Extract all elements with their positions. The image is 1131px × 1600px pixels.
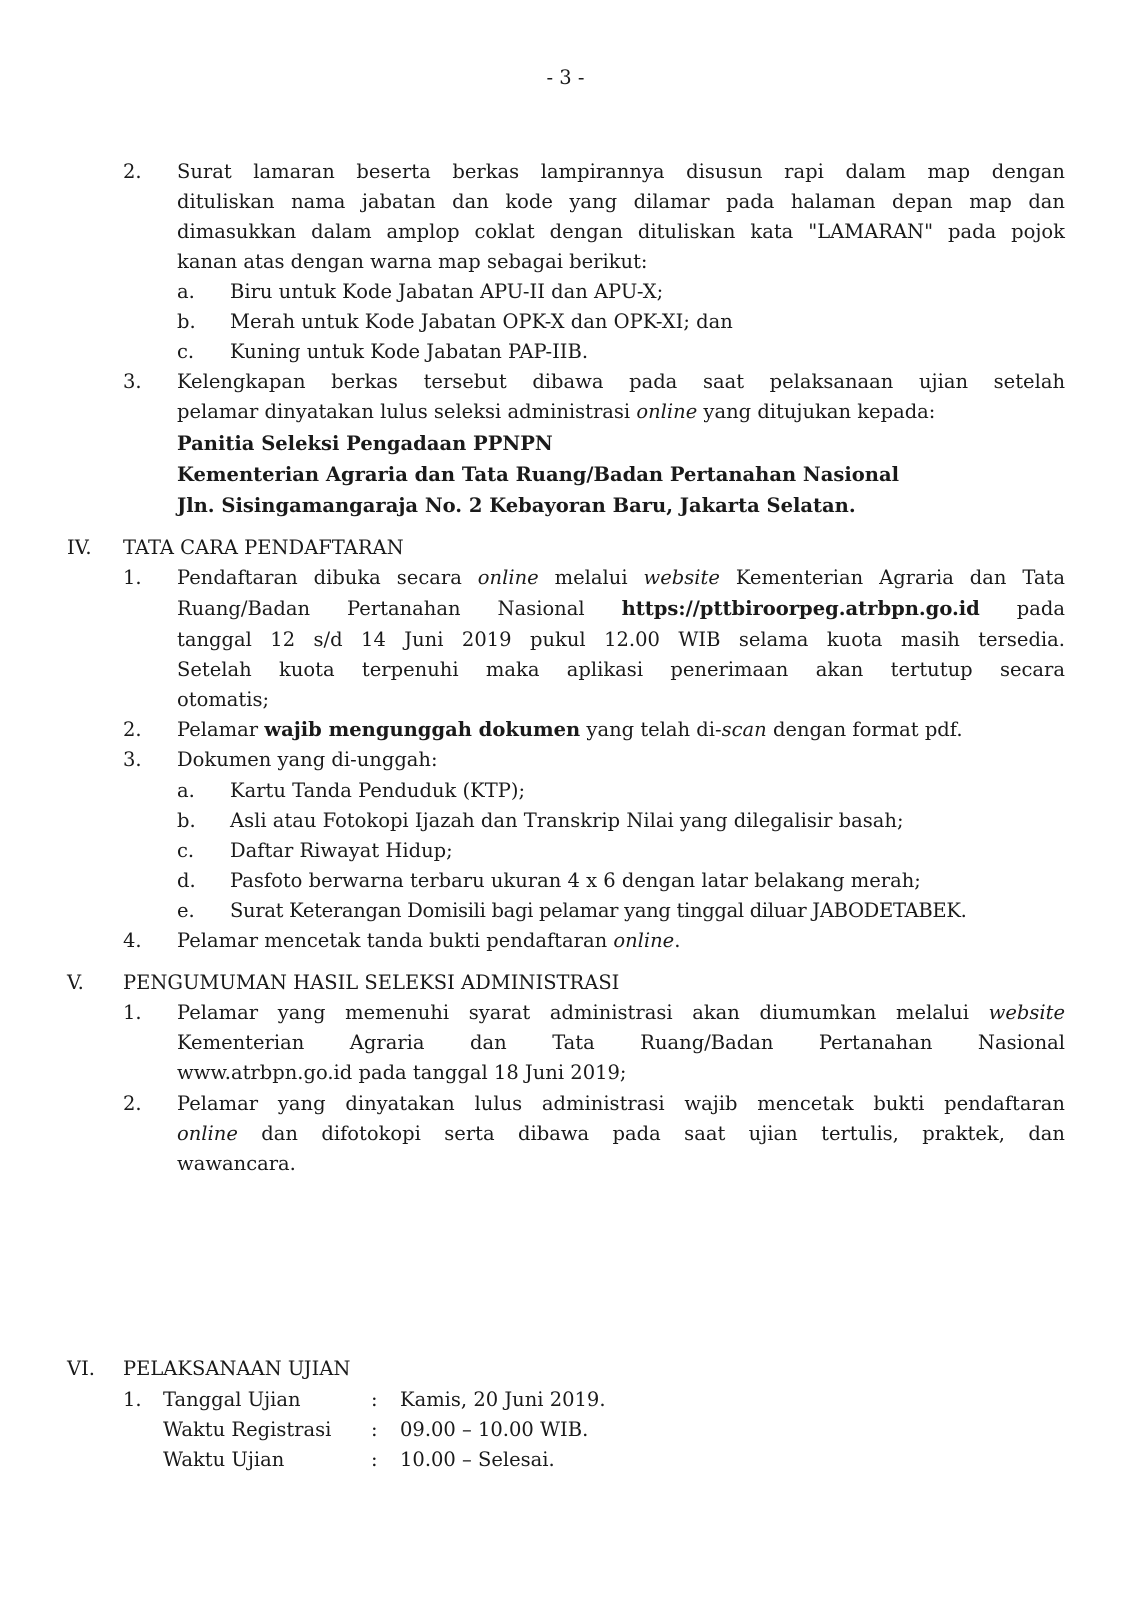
paragraph-line: wawancara. (177, 1152, 296, 1175)
schedule-label: Tanggal Ujian (163, 1388, 301, 1411)
paragraph-line: dituliskan nama jabatan dan kode yang dilamar pada halaman depan map dan (177, 190, 1065, 213)
paragraph-line: online dan difotokopi serta dibawa pada saat ujian tertulis, praktek, dan (177, 1122, 1065, 1145)
paragraph-line: kanan atas dengan warna map sebagai berikut: (177, 250, 648, 273)
sub-item-text: Daftar Riwayat Hidup; (230, 839, 453, 862)
sub-item-text: Kartu Tanda Penduduk (KTP); (230, 779, 526, 802)
list-number: 2. (123, 718, 142, 741)
sub-letter: e. (177, 899, 195, 922)
list-number: 4. (123, 929, 142, 952)
schedule-label: Waktu Registrasi (163, 1418, 332, 1441)
paragraph-line: Ruang/Badan Pertanahan Nasional https://pttbiroorpeg.atrbpn.go.id pada (177, 597, 1065, 620)
sub-letter: d. (177, 869, 196, 892)
schedule-colon: : (371, 1418, 378, 1441)
list-number: 3. (123, 370, 142, 393)
registration-url: https://pttbiroorpeg.atrbpn.go.id (621, 597, 980, 620)
paragraph-line: Pelamar yang dinyatakan lulus administrasi wajib mencetak bukti pendaftaran (177, 1092, 1065, 1115)
list-number: 1. (123, 566, 142, 589)
sub-item-text: Kuning untuk Kode Jabatan PAP-IIB. (230, 340, 589, 363)
sub-letter: b. (177, 310, 196, 333)
paragraph-line: tanggal 12 s/d 14 Juni 2019 pukul 12.00 WIB selama kuota masih tersedia. (177, 628, 1065, 651)
section-numeral: V. (67, 971, 84, 994)
sub-item-text: Pasfoto berwarna terbaru ukuran 4 x 6 dengan latar belakang merah; (230, 869, 921, 892)
section-title: PENGUMUMAN HASIL SELEKSI ADMINISTRASI (123, 971, 620, 994)
paragraph-line: Kementerian Agraria dan Tata Ruang/Badan Pertanahan Nasional (177, 1031, 1065, 1054)
paragraph-line: Pelamar wajib mengunggah dokumen yang telah di-scan dengan format pdf. (177, 718, 963, 741)
section-title: TATA CARA PENDAFTARAN (123, 536, 404, 559)
schedule-value: 10.00 – Selesai. (400, 1448, 555, 1471)
paragraph-line: Setelah kuota terpenuhi maka aplikasi penerimaan akan tertutup secara (177, 658, 1065, 681)
paragraph-line: Surat lamaran beserta berkas lampirannya disusun rapi dalam map dengan (177, 160, 1065, 183)
sub-letter: b. (177, 809, 196, 832)
sub-letter: c. (177, 340, 195, 363)
schedule-value: 09.00 – 10.00 WIB. (400, 1418, 589, 1441)
paragraph-line: Pelamar mencetak tanda bukti pendaftaran online. (177, 929, 681, 952)
section-title: PELAKSANAAN UJIAN (123, 1357, 351, 1380)
paragraph-line: otomatis; (177, 688, 270, 711)
sub-letter: c. (177, 839, 195, 862)
paragraph-line: dimasukkan dalam amplop coklat dengan dituliskan kata "LAMARAN" pada pojok (177, 220, 1065, 243)
list-number: 1. (123, 1388, 142, 1411)
list-number: 3. (123, 748, 142, 771)
paragraph-line: Kelengkapan berkas tersebut dibawa pada saat pelaksanaan ujian setelah (177, 370, 1065, 393)
list-number: 2. (123, 1092, 142, 1115)
paragraph-line: Dokumen yang di-unggah: (177, 748, 438, 771)
address-line-street: Jln. Sisingamangaraja No. 2 Kebayoran Baru, Jakarta Selatan. (177, 494, 856, 517)
address-line-committee: Panitia Seleksi Pengadaan PPNPN (177, 432, 553, 455)
paragraph-line: Pelamar yang memenuhi syarat administrasi akan diumumkan melalui website (177, 1001, 1065, 1024)
sub-item-text: Merah untuk Kode Jabatan OPK-X dan OPK-XI; dan (230, 310, 733, 333)
page-number: - 3 - (546, 66, 585, 89)
section-numeral: VI. (67, 1357, 95, 1380)
sub-letter: a. (177, 779, 195, 802)
paragraph-line: Pendaftaran dibuka secara online melalui website Kementerian Agraria dan Tata (177, 566, 1066, 589)
sub-item-text: Surat Keterangan Domisili bagi pelamar yang tinggal diluar JABODETABEK. (230, 899, 967, 922)
schedule-value: Kamis, 20 Juni 2019. (400, 1388, 606, 1411)
schedule-label: Waktu Ujian (163, 1448, 285, 1471)
paragraph-line: pelamar dinyatakan lulus seleksi administrasi online yang ditujukan kepada: (177, 400, 936, 423)
sub-item-text: Biru untuk Kode Jabatan APU-II dan APU-X; (230, 280, 664, 303)
list-number: 1. (123, 1001, 142, 1024)
sub-item-text: Asli atau Fotokopi Ijazah dan Transkrip Nilai yang dilegalisir basah; (230, 809, 904, 832)
sub-letter: a. (177, 280, 195, 303)
list-number: 2. (123, 160, 142, 183)
schedule-colon: : (371, 1448, 378, 1471)
paragraph-line: www.atrbpn.go.id pada tanggal 18 Juni 2019; (177, 1061, 627, 1084)
schedule-colon: : (371, 1388, 378, 1411)
address-line-ministry: Kementerian Agraria dan Tata Ruang/Badan Pertanahan Nasional (177, 463, 899, 486)
section-numeral: IV. (67, 536, 92, 559)
